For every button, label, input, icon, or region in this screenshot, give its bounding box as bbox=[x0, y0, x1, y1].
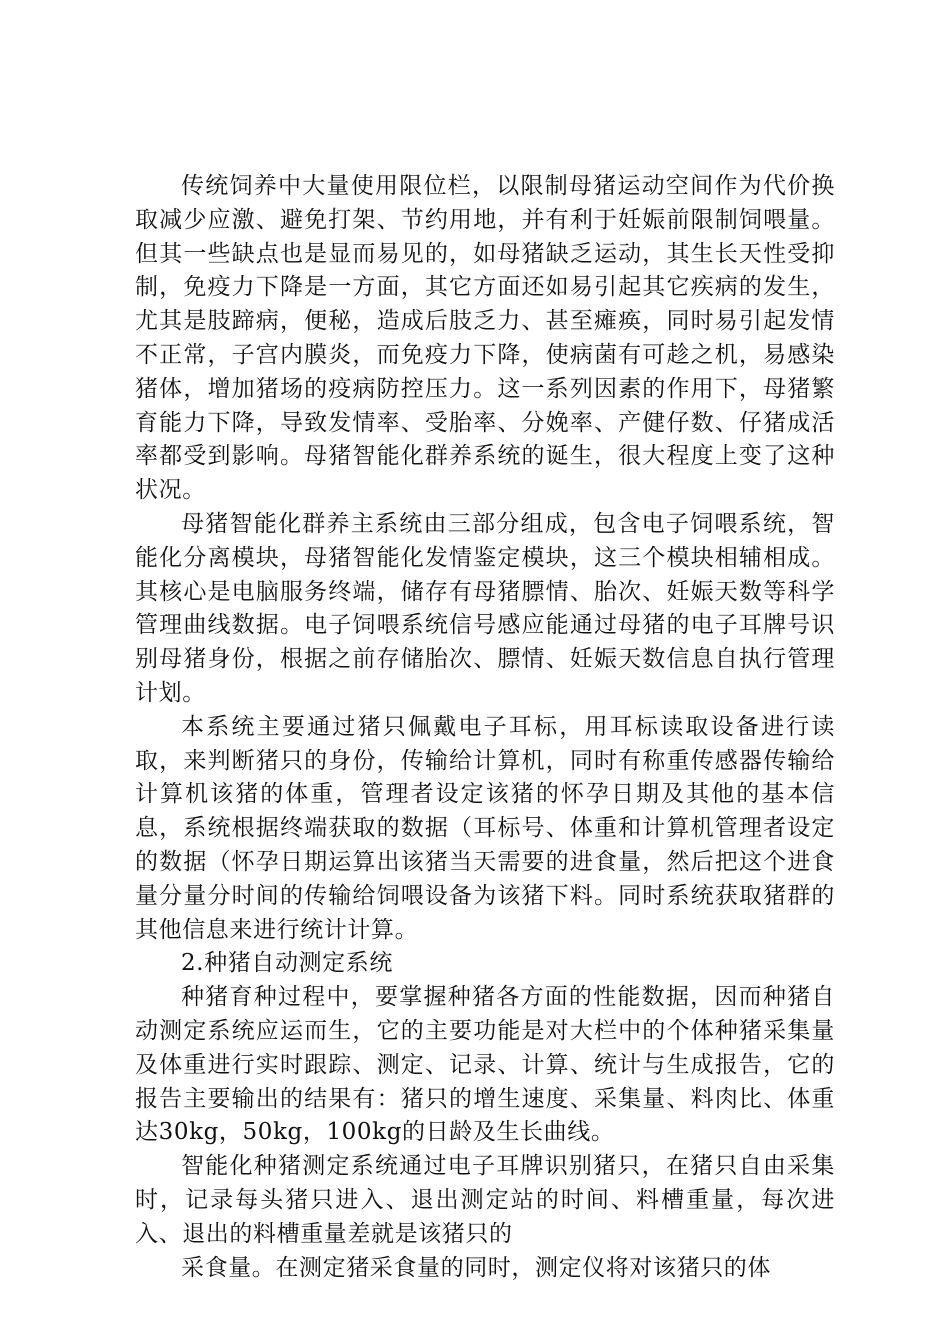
paragraph-5: 智能化种猪测定系统通过电子耳牌识别猪只，在猪只自由采集时，记录每头猪只进入、退出测定站的时间、料槽重量，每次进入、退出的料槽重量差就是该猪只的 bbox=[135, 1153, 835, 1247]
paragraph-6: 采食量。在测定猪采食量的同时，测定仪将对该猪只的体 bbox=[181, 1254, 771, 1281]
section-heading: 2.种猪自动测定系统 bbox=[181, 950, 393, 977]
paragraph-3: 本系统主要通过猪只佩戴电子耳标，用耳标读取设备进行读取，来判断猪只的身份，传输给计算机，同时有称重传感器传输给计算机该猪的体重，管理者设定该猪的怀孕日期及其他的基本信息，系统根据终端获取的数据（耳标号、体重和计算机管理者设定的数据（怀孕日期运算出该猪当天需要的进食量，然后把这个进食量分量分时间的传输给饲喂设备为该猪下料。同时系统获取猪群的其他信息来进行统计计算。 bbox=[135, 713, 835, 943]
document-page bbox=[135, 170, 835, 1285]
paragraph-4: 种猪育种过程中，要掌握种猪各方面的性能数据，因而种猪自动测定系统应运而生，它的主要功能是对大栏中的个体种猪采集量及体重进行实时跟踪、测定、记录、计算、统计与生成报告，它的报告主要输出的结果有：猪只的增生速度、采集量、料肉比、体重达30kg，50kg，100kg的日龄及生长曲线。 bbox=[135, 984, 835, 1146]
paragraph-2: 母猪智能化群养主系统由三部分组成，包含电子饲喂系统，智能化分离模块，母猪智能化发情鉴定模块，这三个模块相辅相成。其核心是电脑服务终端，储存有母猪膘情、胎次、妊娠天数等科学管理曲线数据。电子饲喂系统信号感应能通过母猪的电子耳牌号识别母猪身份，根据之前存储胎次、膘情、妊娠天数信息自执行管理计划。 bbox=[135, 510, 835, 706]
paragraph-1: 传统饲养中大量使用限位栏，以限制母猪运动空间作为代价换取减少应激、避免打架、节约用地，并有利于妊娠前限制饲喂量。但其一些缺点也是显而易见的，如母猪缺乏运动，其生长天性受抑制，免疫力下降是一方面，其它方面还如易引起其它疾病的发生，尤其是肢蹄病，便秘，造成后肢乏力、甚至瘫痪，同时易引起发情不正常，子宫内膜炎，而免疫力下降，使病菌有可趁之机，易感染猪体，增加猪场的疫病防控压力。这一系列因素的作用下，母猪繁育能力下降，导致发情率、受胎率、分娩率、产健仔数、仔猪成活率都受到影响。母猪智能化群养系统的诞生，很大程度上变了这种状况。 bbox=[135, 173, 835, 504]
